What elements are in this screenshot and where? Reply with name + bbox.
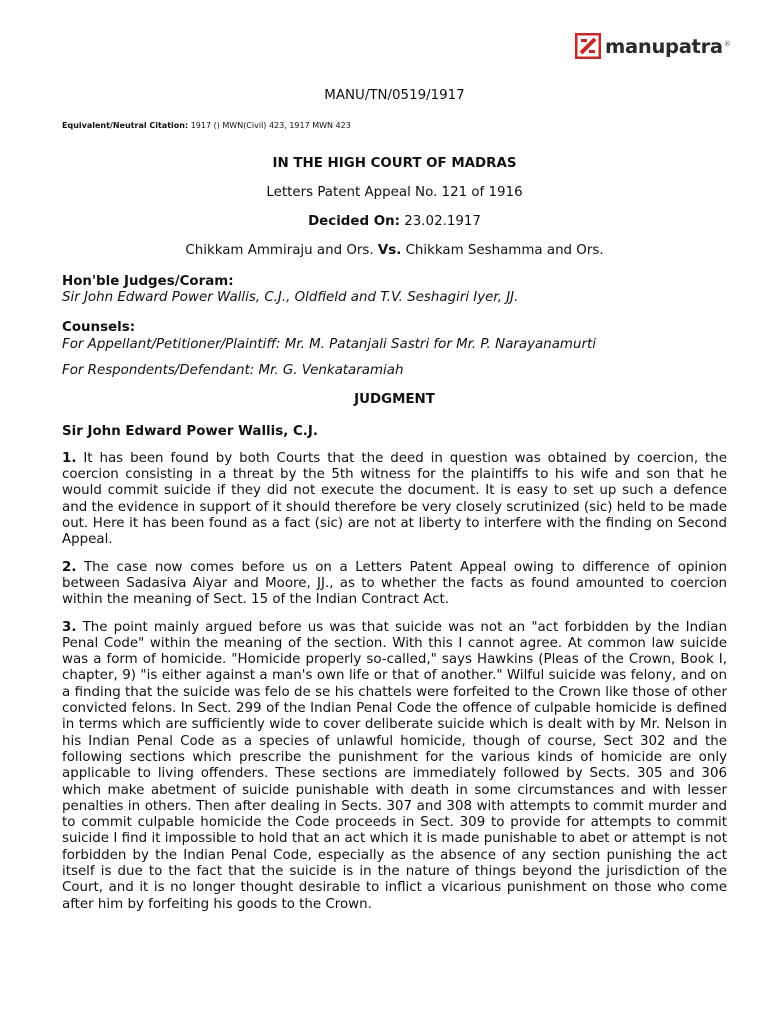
judges-names: Sir John Edward Power Wallis, C.J., Oldfield and T.V. Seshagiri Iyer, JJ. — [62, 290, 519, 306]
citation-line — [62, 118, 727, 134]
judges-section — [62, 274, 727, 307]
versus: Vs. — [377, 243, 402, 259]
judgment-heading: JUDGMENT — [354, 392, 435, 408]
brand-logo — [575, 33, 731, 59]
registered-mark: ® — [723, 40, 731, 48]
decided-date: 23.02.1917 — [404, 214, 481, 230]
paragraph-text: It has been found by both Courts that the deed in question was obtained by coercion, the coercion consisting in a threat by the 5th witness for the plaintiffs to his wife and son that he would commit suicide if they did not execute the document. It is easy to set up such a defence and the evidence in support of it should therefore be very closely scrutinized (sic) held to be made out. Here it has been found as a fact (sic) are not at liberty to interfere with the finding on Second Appeal. — [62, 450, 727, 548]
document-body — [62, 88, 727, 913]
brand-name: manupatra — [605, 34, 723, 58]
paragraph-number: 1. — [62, 450, 77, 466]
counsel-appellant: For Appellant/Petitioner/Plaintiff: Mr. M. Patanjali Sastri for Mr. P. Narayanamurti — [62, 336, 596, 352]
decided-label: Decided On: — [308, 214, 400, 230]
paragraph-number: 3. — [62, 619, 77, 635]
paragraph-number: 2. — [62, 559, 77, 575]
judgment-author: Sir John Edward Power Wallis, C.J. — [62, 423, 318, 439]
court-name: IN THE HIGH COURT OF MADRAS — [272, 155, 517, 171]
appellant-name: Chikkam Ammiraju and Ors. — [185, 243, 374, 259]
decided-on — [62, 214, 727, 230]
judges-label: Hon'ble Judges/Coram: — [62, 273, 234, 289]
paragraph-3 — [62, 620, 727, 913]
paragraph-text: The point mainly argued before us was that suicide was not an "act forbidden by the Indian Penal Code" within the meaning of the section. With this I cannot agree. At common law suicide was a form of homicide. "Homicide properly so-called," says Hawkins (Pleas of the Crown, Book I, chapter, 9) "is either against a man's own life or that of another." Wilful suicide was felony, and on a finding that the suicide was felo de se his chattels were forfeited to the Crown like those of other convicted felons. In Sect. 299 of the Indian Penal Code the offence of culpable homicide is defined in terms which are sufficiently wide to cover deliberate suicide which is dealt with by Mr. Nelson in his Indian Penal Code as a species of unlawful homicide, though of course, Sect 302 and the following sections which prescribe the punishment for the various kinds of homicide are only applicable to living offenders. These sections are immediately followed by Sects. 305 and 306 which make abetment of suicide punishable with death in some circumstances and with lesser penalties in others. Then after dealing in Sects. 307 and 308 with attempts to commit murder and to commit culpable homicide the Code proceeds in Sect. 309 to provide for attempts to commit suicide I find it impossible to hold that an act which it is made punishable to abet or attempt is not forbidden by the Indian Penal Code, especially as the absence of any section punishing the act itself is due to the fact that the suicide is in the nature of things beyond the jurisdiction of the Court, and it is no longer thought desirable to inflict a vicarious punishment on those who come after him by forfeiting his goods to the Crown. — [62, 619, 727, 912]
paragraph-text: The case now comes before us on a Letters Patent Appeal owing to difference of opinion between Sadasiva Aiyar and Moore, JJ., as to whether the facts as found amounted to coercion within the meaning of Sect. 15 of the Indian Contract Act. — [62, 559, 727, 608]
manupatra-logo-icon — [575, 33, 601, 59]
appeal-number: Letters Patent Appeal No. 121 of 1916 — [266, 184, 523, 200]
counsel-respondent: For Respondents/Defendant: Mr. G. Venkataramiah — [62, 362, 404, 378]
counsels-section — [62, 320, 727, 379]
counsels-label: Counsels: — [62, 320, 136, 336]
respondent-name: Chikkam Seshamma and Ors. — [405, 243, 604, 259]
parties — [62, 243, 727, 259]
paragraph-1 — [62, 451, 727, 549]
citation-label: Equivalent/Neutral Citation: — [62, 121, 189, 131]
paragraph-2 — [62, 560, 727, 609]
citation-value: 1917 () MWN(Civil) 423, 1917 MWN 423 — [190, 121, 351, 131]
manu-number: MANU/TN/0519/1917 — [324, 88, 465, 103]
